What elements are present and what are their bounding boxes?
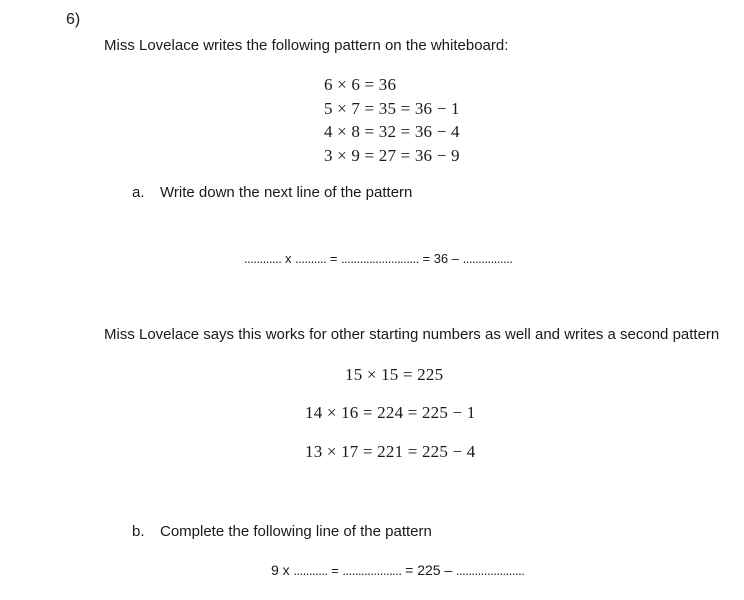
- answer-a-blank-1[interactable]: ............: [244, 251, 282, 266]
- answer-a-blank-4[interactable]: ................: [462, 251, 513, 266]
- nine-times: 9 x: [271, 562, 290, 578]
- part-a-prompt: Write down the next line of the pattern: [160, 184, 413, 201]
- intro-text: Miss Lovelace writes the following pattern on the whiteboard:: [104, 37, 509, 54]
- equals-sign: =: [331, 563, 339, 578]
- pattern-1-line-3: 4 × 8 = 32 = 36 − 4: [324, 122, 460, 141]
- equals-36-minus: = 36 –: [422, 251, 459, 266]
- second-intro-text: Miss Lovelace says this works for other starting numbers as well and writes a second pattern: [104, 326, 720, 343]
- question-number: 6): [66, 11, 81, 28]
- pattern-1-line-1: 6 × 6 = 36: [324, 75, 397, 94]
- part-b-label: b.: [132, 523, 145, 540]
- answer-b-blank-1[interactable]: ...........: [293, 563, 328, 578]
- answer-a-blank-2[interactable]: ..........: [295, 251, 327, 266]
- answer-a-blank-3[interactable]: .........................: [341, 251, 419, 266]
- times-sign: x: [284, 251, 292, 266]
- equals-225-minus: = 225 –: [405, 562, 453, 578]
- answer-b-blank-2[interactable]: ...................: [342, 563, 402, 578]
- part-a-answer-line: [244, 251, 512, 266]
- pattern-2-line-1: 15 × 15 = 225: [345, 365, 444, 384]
- part-a-label: a.: [132, 184, 145, 201]
- part-b-answer-line: [271, 562, 524, 578]
- part-b-prompt: Complete the following line of the pattern: [160, 523, 432, 540]
- pattern-2-line-2: 14 × 16 = 224 = 225 − 1: [305, 403, 476, 422]
- pattern-1-line-4: 3 × 9 = 27 = 36 − 9: [324, 146, 460, 165]
- answer-b-blank-3[interactable]: ......................: [455, 563, 525, 578]
- pattern-1-line-2: 5 × 7 = 35 = 36 − 1: [324, 99, 460, 118]
- equals-sign: =: [329, 251, 338, 266]
- pattern-2-line-3: 13 × 17 = 221 = 225 − 4: [305, 442, 476, 461]
